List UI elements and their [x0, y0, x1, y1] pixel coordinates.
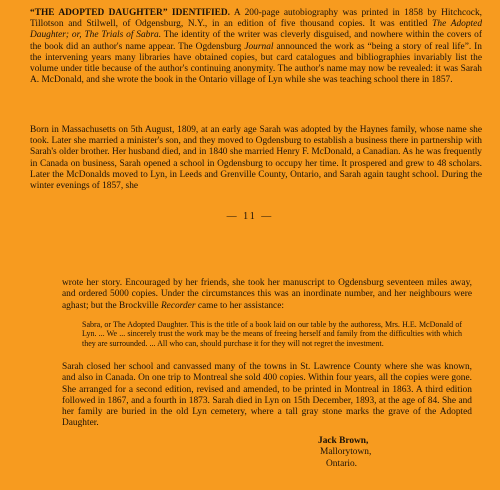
article-heading: “THE ADOPTED DAUGHTER” IDENTIFIED.	[30, 8, 231, 18]
page-number: — 11 —	[226, 211, 274, 222]
paragraph-text: wrote her story. Encouraged by her friends, she took her manuscript to Ogdensburg seventeen miles away, and ordered 5000 copies. Under the circumstances this was an inordinate number, and her neighbours were aghast; but the Brockville	[62, 278, 472, 311]
newspaper-name: Recorder	[160, 300, 196, 311]
paragraph-text: came to her assistance:	[197, 300, 284, 311]
newspaper-name: Journal	[244, 41, 274, 52]
paragraph-text: announced the work as “being a story of real life”. In the intervening years many libraries have obtained copies, but card catalogues and bibliographies invariably list the volume under title because of the author's continuing anonymity. The author's name may now be revealed: it was Sarah A. McDonald, and she wrote the book in the Ontario village of Lyn while she was teaching school there in 1857.	[30, 41, 482, 86]
paragraph-biography: Born in Massachusetts on 5th August, 1809, at an early age Sarah was adopted by the Haynes family, whose name she took. Later she married a minister's son, and they moved to Ogdensburg to establish a business there in partnership with Sarah's older brother. Her husband died, and in 1840 she married Henry F. McDonald, a Canadian. As he was frequently in Canada on business, Sarah opened a school in Ogdensburg to occupy her time. It prospered and grew to 48 scholars. Later the McDonalds moved to Lyn, in Leeds and Grenville County, Ontario, and Sarah again taught school. During the winter evenings of 1857, she	[30, 125, 482, 192]
paragraph-story	[62, 278, 472, 312]
signature-block	[318, 436, 478, 470]
author-town: Mallorytown,	[320, 447, 372, 458]
paragraph-text: A 200-page autobiography was printed in 1858 by Hitchcock, Tillotson and Stilwell, of Odgensburg, N.Y., in an edition of five thousand copies. It was entitled	[30, 8, 482, 30]
book-title: The Adopted Daughter; or, The Trials of Sabra.	[30, 19, 483, 41]
paragraph-editions: Sarah closed her school and canvassed many of the towns in St. Lawrence County where she was known, and also in Canada. On one trip to Montreal she sold 400 copies. Within four years, all the copies were gone. She arranged for a second edition, revised and amended, to be printed in Montreal in 1863. A third edition followed in 1867, and a fourth in 1873. Sarah died in Lyn on 15th December, 1893, at the age of 84. She and her family are buried in the old Lyn cemetery, where a tall gray stone marks the grave of the Adopted Daughter.	[62, 362, 472, 429]
author-province: Ontario.	[326, 458, 357, 469]
block-quote: Sabra, or The Adopted Daughter. This is the title of a book laid on our table by the authoress, Mrs. H.E. McDonald of Lyn. ... We ... sincerely trust the work may be the means of freeing herself and family from the difficulties with which they are surrounded. ... All who can, should purchase it for they will not regret the investment.	[82, 320, 462, 348]
author-name: Jack Brown,	[318, 436, 369, 446]
paragraph-text: The identity of the writer was cleverly disguised, and nowhere within the covers of the book did an author's name appear. The Ogdensburg	[30, 30, 482, 52]
paragraph-identified	[30, 8, 482, 86]
